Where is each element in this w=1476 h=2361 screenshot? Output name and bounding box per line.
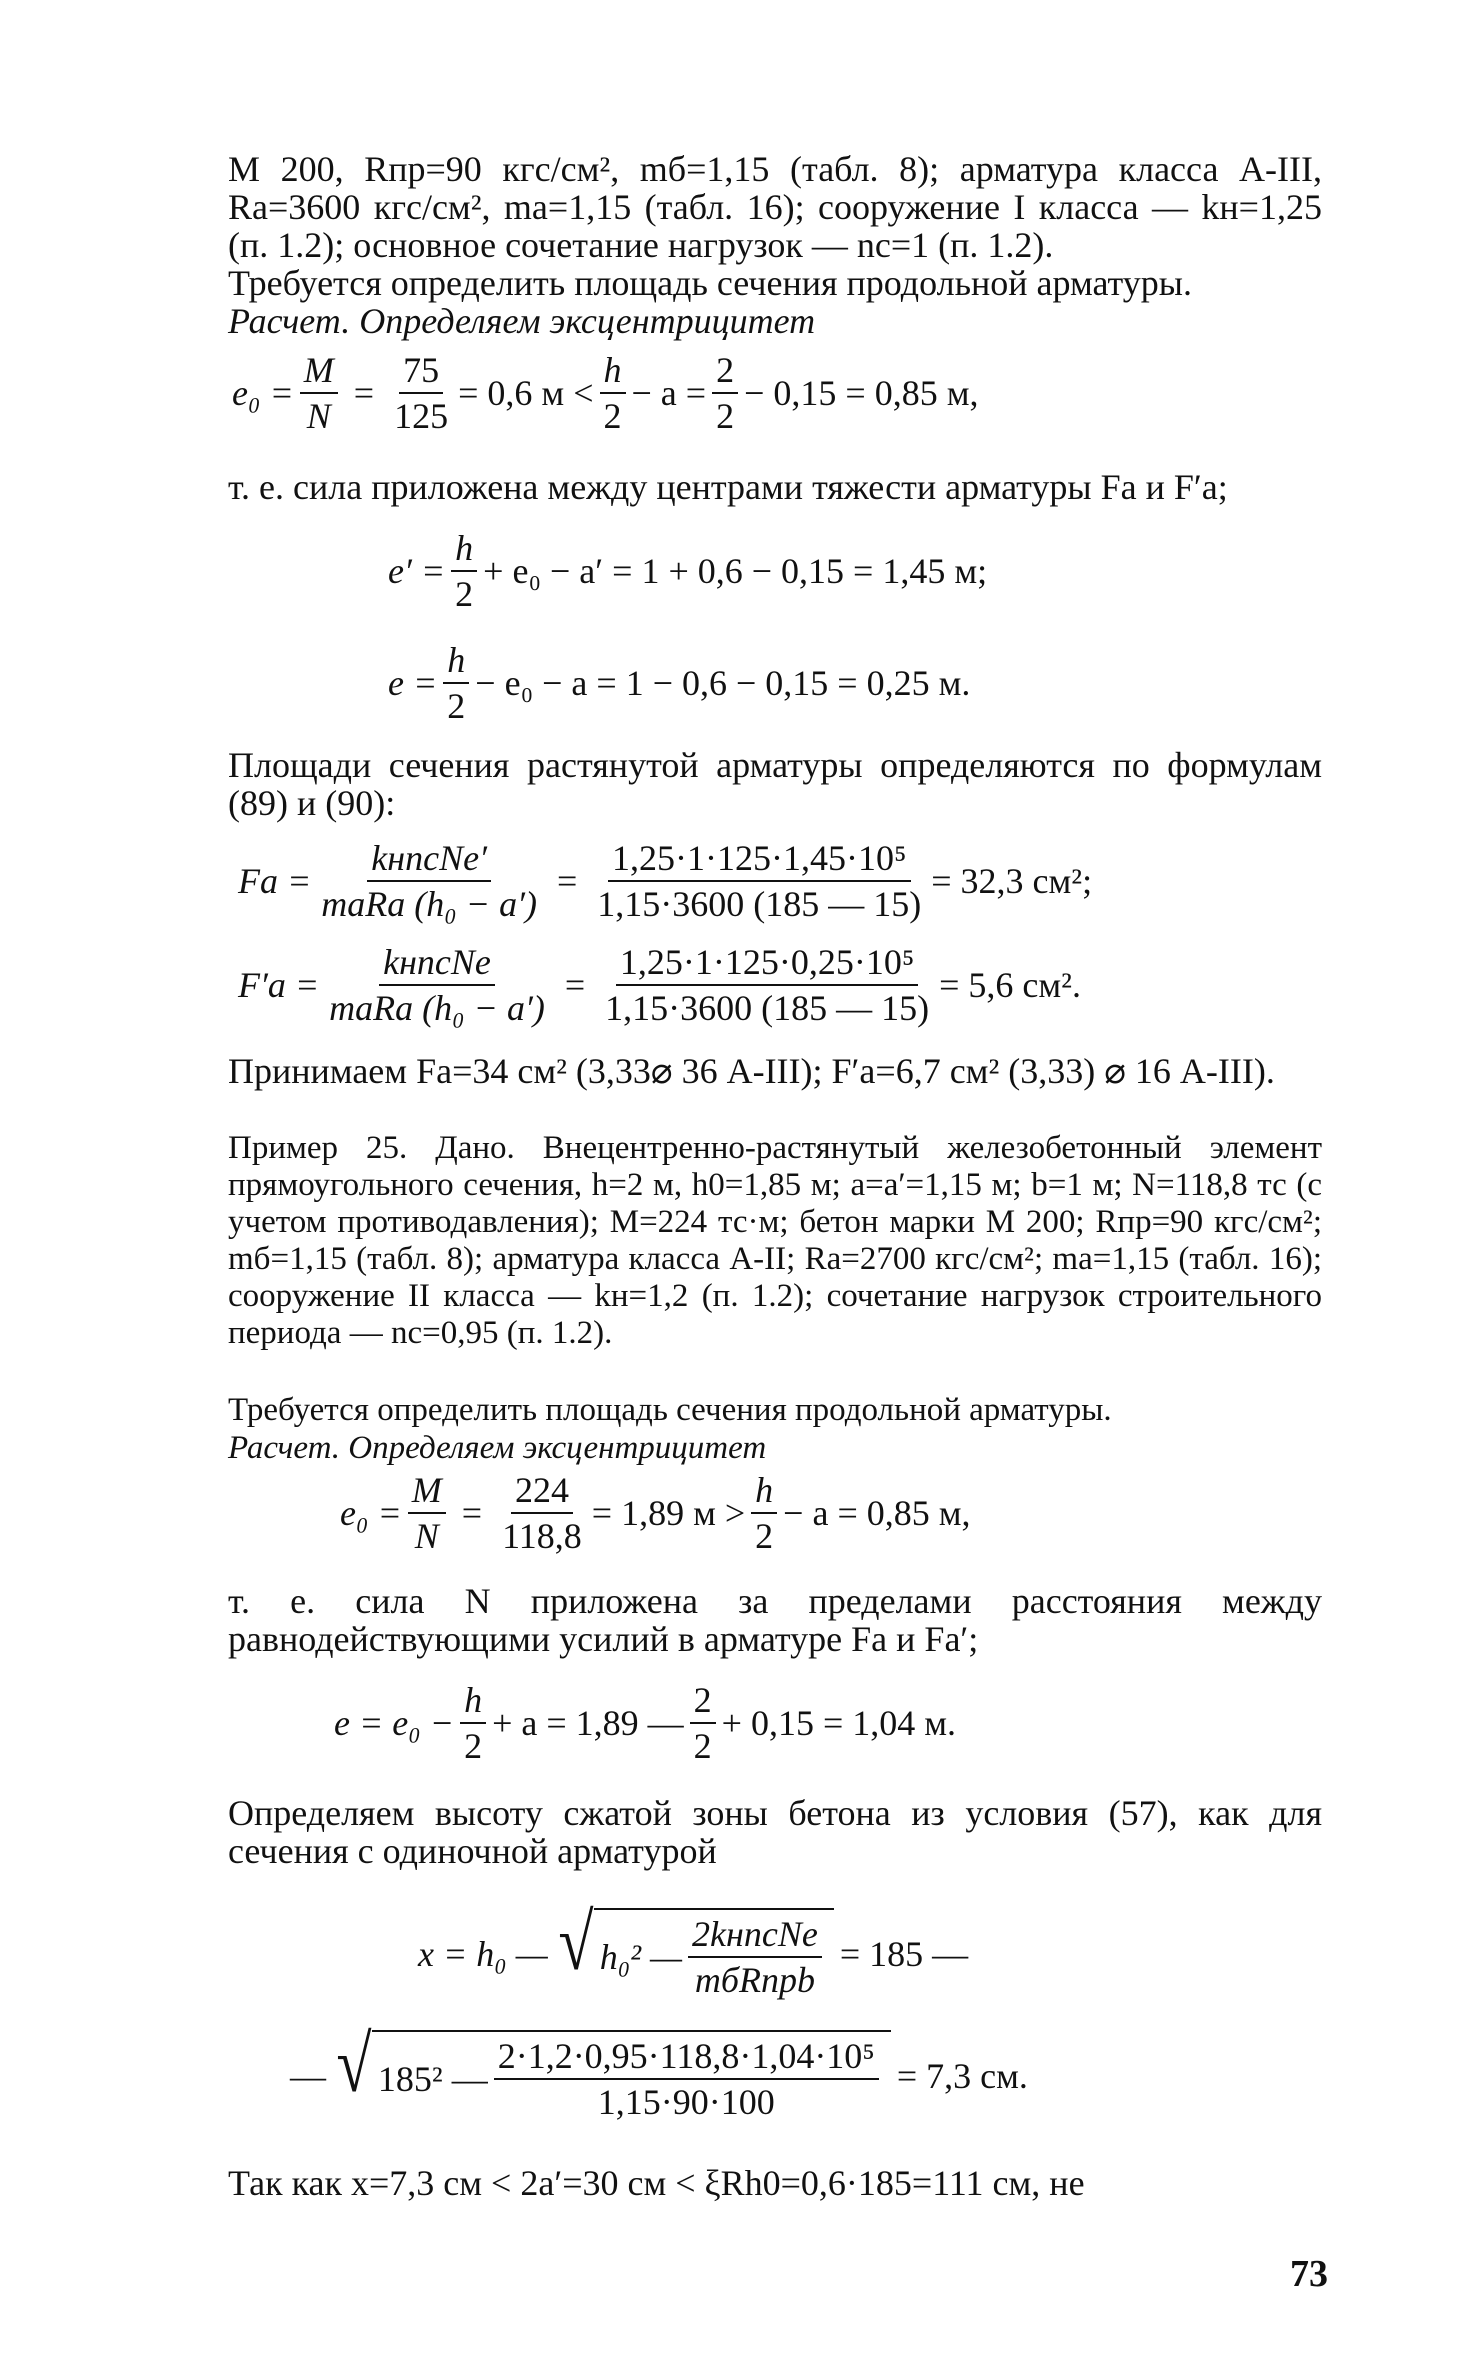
- formula-text: = 7,3 см.: [896, 2056, 1028, 2096]
- numerator: kнncNe′: [367, 838, 491, 882]
- numerator: h: [460, 1680, 486, 1724]
- fraction: [460, 1680, 486, 1766]
- formula-lhs: Fа =: [238, 861, 312, 901]
- paragraph-task: Требуется определить площадь сечения продольной арматуры.: [228, 263, 1192, 303]
- fraction: [390, 350, 452, 436]
- paragraph-force-outside: т. е. сила N приложена за пределами расстояния между равнодействующими усилий в арматуре Fа и Fа′;: [228, 1581, 1322, 1659]
- formula-e-2: [334, 1680, 956, 1766]
- square-root: [554, 1899, 834, 2000]
- fraction: [751, 1470, 777, 1556]
- formula-text: = 0,6 м <: [458, 373, 594, 413]
- formula-e: [388, 640, 970, 726]
- formula-x-part1: [418, 1899, 969, 2000]
- fraction: [494, 2036, 879, 2122]
- denominator: 1,15·3600 (185 — 15): [605, 988, 930, 1028]
- denominator: 2: [755, 1516, 774, 1556]
- formula-lhs: e₀ =: [340, 1493, 402, 1533]
- formula-lhs: F′а =: [238, 965, 320, 1005]
- fraction: [443, 640, 469, 726]
- radical-sign: √: [558, 1899, 594, 1987]
- fraction: [300, 350, 338, 436]
- numerator: h: [443, 640, 469, 684]
- denominator: 1,15·3600 (185 — 15): [597, 884, 922, 924]
- formula-fa-prime: [238, 942, 1081, 1028]
- paragraph-calc-intro: Расчет. Определяем эксцентрицитет: [228, 301, 816, 341]
- paragraph-force-location: т. е. сила приложена между центрами тяжести арматуры Fа и F′а;: [228, 467, 1228, 507]
- numerator: 2·1,2·0,95·118,8·1,04·10⁵: [494, 2036, 879, 2080]
- numerator: h: [451, 528, 477, 572]
- formula-text: = 1,89 м >: [591, 1493, 746, 1533]
- numerator: 75: [399, 350, 443, 394]
- numerator: kнncNe: [379, 942, 495, 986]
- formula-text: + a = 1,89 —: [492, 1703, 684, 1743]
- numerator: 224: [511, 1470, 573, 1514]
- formula-text: 185² —: [377, 2059, 488, 2099]
- denominator: 118,8: [502, 1516, 582, 1556]
- numerator: 1,25·1·125·0,25·10⁵: [616, 942, 919, 986]
- radicand: [594, 1908, 834, 2000]
- formula-lhs: x = h₀ —: [418, 1934, 548, 1974]
- paragraph-calc-intro-2: Расчет. Определяем эксцентрицитет: [228, 1430, 767, 1466]
- paragraph-task-2: Требуется определить площадь сечения продольной арматуры.: [228, 1392, 1112, 1428]
- denominator: 2: [455, 574, 474, 614]
- paragraph-material-data: М 200, Rпр=90 кгс/см², mб=1,15 (табл. 8); арматура класса А-III, Rа=3600 кгс/см², mа=1,15 (табл. 16); сооружение I класса — kн=1,25 (п. 1.2); основное сочетание нагрузок — nc=1 (п. 1.2).: [228, 149, 1322, 265]
- denominator: mаRа (h₀ − a′): [329, 988, 545, 1028]
- numerator: 1,25·1·125·1,45·10⁵: [608, 838, 911, 882]
- radical-sign: √: [336, 2021, 372, 2109]
- denominator: N: [306, 396, 331, 436]
- formula-text: − e₀ − a = 1 − 0,6 − 0,15 = 0,25 м.: [475, 663, 971, 703]
- paragraph-areas: Площади сечения растянутой арматуры определяются по формулам (89) и (90):: [228, 745, 1322, 823]
- numerator: 2: [690, 1680, 716, 1724]
- formula-e-prime: [388, 528, 987, 614]
- denominator: 2: [693, 1726, 712, 1766]
- fraction: [600, 350, 626, 436]
- formula-lhs: e₀ =: [232, 373, 294, 413]
- equals-sign: =: [461, 1493, 483, 1533]
- fraction: [498, 1470, 586, 1556]
- fraction: [451, 528, 477, 614]
- formula-text: = 5,6 см².: [939, 965, 1081, 1005]
- formula-text: − a =: [631, 373, 707, 413]
- numerator: 2: [712, 350, 738, 394]
- formula-x-part2: [290, 2021, 1028, 2122]
- formula-text: − a = 0,85 м,: [783, 1493, 971, 1533]
- formula-lhs: e′ =: [388, 551, 446, 591]
- square-root: [332, 2021, 891, 2122]
- denominator: 2: [447, 686, 466, 726]
- fraction: [593, 838, 925, 924]
- numerator: 2kнncNe: [688, 1914, 822, 1958]
- fraction: [325, 942, 549, 1028]
- formula-lhs: —: [290, 2056, 326, 2096]
- denominator: 1,15·90·100: [597, 2082, 775, 2122]
- equals-sign: =: [353, 373, 375, 413]
- equals-sign: =: [556, 861, 578, 901]
- formula-text: + 0,15 = 1,04 м.: [721, 1703, 957, 1743]
- denominator: N: [414, 1516, 439, 1556]
- denominator: 2: [603, 396, 622, 436]
- denominator: 2: [716, 396, 735, 436]
- denominator: 125: [394, 396, 449, 436]
- fraction: [690, 1680, 716, 1766]
- paragraph-accepted: Принимаем Fа=34 см² (3,33⌀ 36 А-III); F′а=6,7 см² (3,33) ⌀ 16 А-III).: [228, 1051, 1275, 1091]
- fraction: [408, 1470, 446, 1556]
- formula-text: + e₀ − a′ = 1 + 0,6 − 0,15 = 1,45 м;: [483, 551, 988, 591]
- paragraph-since: Так как x=7,3 см < 2a′=30 см < ξRh0=0,6·185=111 см, не: [228, 2163, 1085, 2203]
- denominator: 2: [464, 1726, 483, 1766]
- fraction: [712, 350, 738, 436]
- radicand: [372, 2030, 891, 2122]
- paragraph-compressed-zone: Определяем высоту сжатой зоны бетона из условия (57), как для сечения с одиночной арматурой: [228, 1793, 1322, 1871]
- formula-text: = 185 —: [839, 1934, 969, 1974]
- fraction: [688, 1914, 822, 2000]
- formula-lhs: e = e₀ −: [334, 1703, 455, 1743]
- numerator: M: [408, 1470, 446, 1514]
- formula-eccentricity-2: [340, 1470, 971, 1556]
- equals-sign: =: [564, 965, 586, 1005]
- paragraph-example-25: Пример 25. Дано. Внецентренно-растянутый железобетонный элемент прямоугольного сечения, h=2 м, h0=1,85 м; a=a′=1,15 м; b=1 м; N=118,8 тс (с учетом противодавления); M=224 тс·м; бетон марки М 200; Rпр=90 кгс/см²; mб=1,15 (табл. 8); арматура класса А-II; Rа=2700 кгс/см²; mа=1,15 (табл. 16); сооружение II класса — kн=1,2 (п. 1.2); сочетание нагрузок строительного периода — nc=0,95 (п. 1.2).: [228, 1130, 1322, 1351]
- formula-text: h₀² —: [599, 1937, 683, 1977]
- formula-text: = 32,3 см²;: [931, 861, 1093, 901]
- denominator: mаRа (h₀ − a′): [321, 884, 537, 924]
- fraction: [601, 942, 933, 1028]
- fraction: [317, 838, 541, 924]
- formula-fa: [238, 838, 1092, 924]
- formula-text: − 0,15 = 0,85 м,: [744, 373, 979, 413]
- numerator: h: [751, 1470, 777, 1514]
- page-number: 73: [1290, 2253, 1328, 2295]
- numerator: h: [600, 350, 626, 394]
- denominator: mбRпрb: [694, 1960, 815, 2000]
- numerator: M: [300, 350, 338, 394]
- formula-eccentricity-1: [232, 350, 978, 436]
- formula-lhs: e =: [388, 663, 438, 703]
